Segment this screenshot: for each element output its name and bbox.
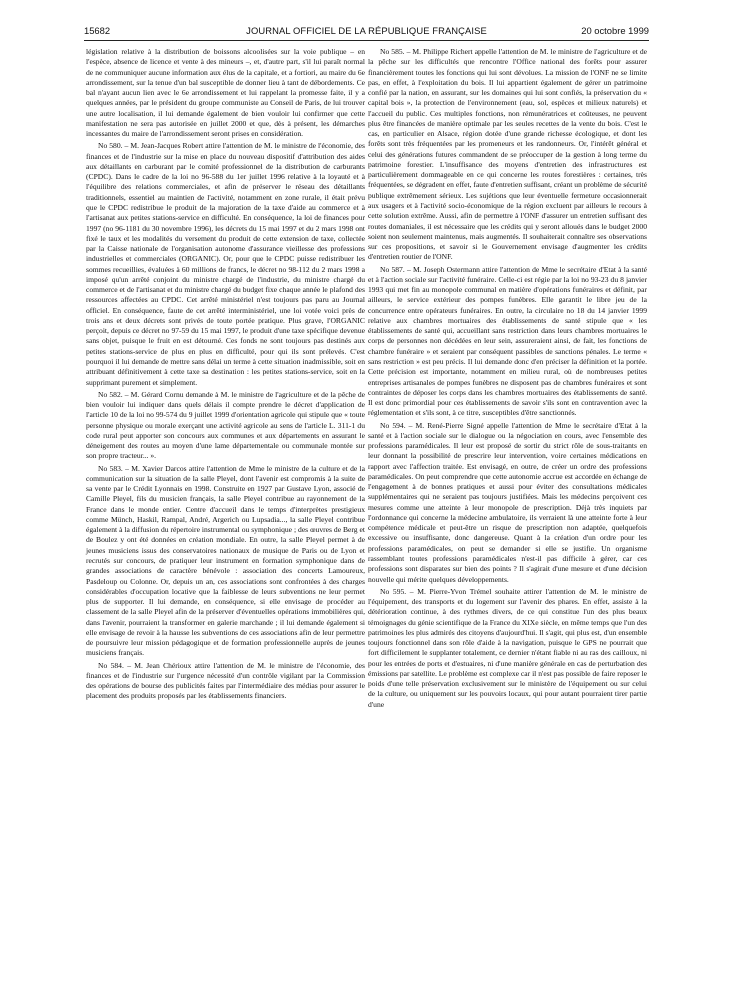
question-587: No 587. – M. Joseph Ostermann attire l'attention de Mme le secrétaire d'Etat à la santé et à l'action sociale sur l'activité funéraire. Celle-ci est régie par la loi no 93-23 du 8 janvier 1993 qui met fin au monopole communal en matière d'opérations funéraires et définit, par ailleurs, le service extérieur des pompes funèbres. Elle garantit le libre jeu de la concurrence entre opérateurs funéraires. En outre, la circulaire no 18 du 14 janvier 1999 relative aux chambres mortuaires des établissements de santé stipule que « les établissements de santé qui, accueillant sans restriction dans leurs chambres mortuaires le corps de personnes non décédées en leur sein, assureraient ainsi, de fait, les fonctions de chambre funéraire » et seraient par conséquent passibles de sanctions pénales. Le terme « sans restriction » est peu précis. Il lui demande donc d'en préciser la définition et la portée. Cette précision est importante, notamment en milieu rural, où de nombreuses petites entreprises artisanales de pompes funèbres ne disposent pas de chambres funéraires et sont contraintes de déposer les corps dans les chambres mortuaires des établissements de santé. Il est donc primordial pour ces établissements de savoir s'ils sont en contravention avec la réglementation et s'ils sont, à ce titre, susceptibles d'être sanctionnés.: [368, 264, 647, 418]
journal-title: JOURNAL OFFICIEL DE LA RÉPUBLIQUE FRANÇAISE: [246, 25, 487, 36]
question-584: No 584. – M. Jean Chérioux attire l'attention de M. le ministre de l'économie, des finances et de l'industrie sur l'urgence nécessité d'un contrôle vigilant par la Commission des opérations de bourse des publicités faites par l'intermédiaire des médias pour assurer le placement des produits proposés par les établissements financiers.: [86, 660, 365, 701]
question-594: No 594. – M. René-Pierre Signé appelle l'attention de Mme le secrétaire d'Etat à la santé et à l'action sociale sur le dialogue ou la négociation en cours, avec l'ensemble des professions paramédicales. Il leur est proposé de sortir du strict rôle de sous-traitants en leur donnant la possibilité de prescrire leur intervention, voire certaines médications en rapport avec l'affection traitée. Est envisagé, en outre, de créer un ordre des professions paramédicales. On peut comprendre que cette autonomie accrue est accordée en échange de l'engagement à de bonnes pratiques et aussi pour éviter des consultations médicales supplémentaires qui ne seraient pas toujours justifiées. Mais les médecins perçoivent ces mesures comme une atteinte à leur monopole de prescription. Déjà très inquiets par l'ordonnance qui concerne la médecine ambulatoire, ils verraient là une atteinte forte à leur compétence médicale et peut-être un risque de prescription non adaptée, quelquefois excessive ou insuffisante, donc dangereuse. Quant à la création d'un ordre pour les professions paramédicales, on peut se demander si elle se justifie. Un organisme rassemblant toutes professions paramédicales n'est-il pas difficile à gérer, car ces professions sont disparates sur bien des points ? Il s'agirait d'une mesure et d'une décision nouvelle qui mérite quelques développements.: [368, 420, 647, 584]
left-column: [86, 47, 365, 702]
right-column: [368, 47, 647, 710]
question-583: No 583. – M. Xavier Darcos attire l'attention de Mme le ministre de la culture et de la communication sur la situation de la salle Pleyel, dont l'avenir est compromis à la suite de sa vente par le Crédit Lyonnais en 1998. Construite en 1927 par Gustave Lyon, associé de Camille Pleyel, fils du musicien français, la salle Pleyel contribue au rayonnement de la France dans le monde entier. Centre d'accueil dans le temps d'interprètes prestigieux comme Münch, Haskil, Rampal, André, Argerich ou Lupsadia..., la salle Pleyel contribue également à la diffusion du répertoire instrumental ou symphonique ; des œuvres de Berg et de Boulez y ont été données en création mondiale. En outre, la salle Pleyel permet à de jeunes musiciens issus des conservatoires nationaux de musique de Paris ou de Lyon et recrutés sur concours, de pratiquer leur instrument en formation symphonique dans de grandes associations de caractère bénévole : association des concerts Lamoureux, Pasdeloup ou Colonne. Or, depuis un an, ces associations sont confrontées à des charges considérables d'occupation locative que la faiblesse de leurs subventions ne leur permet plus de supporter. Il lui demande, en conséquence, si elle envisage de procéder au classement de la salle Pleyel afin de la préserver d'éventuelles opérations immobilières qui, dans l'avenir, pourraient la transformer en galerie marchande ; il lui demande également si elle envisage de revoir à la hausse les subventions de ces associations afin de leur permettre de poursuivre leur mission pédagogique et de formation professionnelle auprès de jeunes musiciens français.: [86, 463, 365, 658]
question-595: No 595. – M. Pierre-Yvon Trémel souhaite attirer l'attention de M. le ministre de l'équipement, des transports et du logement sur l'avenir des phares. En effet, assiste à la détérioration continue, à des rythmes divers, de ce qui constitue l'un des plus beaux témoignages du génie scientifique de la France du XIXe siècle, en même temps que l'un des patrimoines les plus admirés des citoyens d'aujourd'hui. Il s'agit, qui plus est, d'un ensemble toujours fonctionnel dans son rôle d'aide à la navigation, puisque le GPS ne pourrait que fort difficilement le supplanter totalement, ce dernier n'étant fiable ni au ras des cailloux, ni pour les entrées de ports et d'estuaires, ni d'une manière générale en cas de perturbation des émissions par satellite. Le problème est complexe car il n'est pas possible de faire reposer le poids d'une telle préservation exclusivement sur le ministère de l'équipement ou sur celui de la culture, ou uniquement sur les pouvoirs locaux, qui pour autant pourraient tirer partie d'une: [368, 586, 647, 709]
page-header: [84, 25, 649, 39]
paragraph-continued: législation relative à la distribution de boissons alcoolisées sur la voie publique – en l'espèce, absence de licence et vente à des mineurs –, et, d'autre part, s'il lui paraît normal de ne communiquer aucune information aux élus de la capitale, et a fortiori, au maire du 6e arrondissement, sur la tenue d'un bal susceptible de donner lieu à tant de débordements. Ce bal n'ayant aucun lien avec le 6e arrondissement et lui rappelant la promesse faite, il y a quelques années, par le président du groupe communiste au Conseil de Paris, de lui trouver une autre localisation, il lui demande également de bien vouloir lui confirmer que cette manifestation ne sera pas autorisée en juillet 2000 et que, dès à présent, les démarches incessantes du maire de l'arrondissement seront prises en considération.: [86, 47, 365, 139]
header-rule: [84, 40, 649, 41]
question-582: No 582. – M. Gérard Cornu demande à M. le ministre de l'agriculture et de la pêche de bien vouloir lui indiquer dans quels délais il compte prendre le décret d'application de l'article 10 de la loi no 99-574 du 9 juillet 1999 d'orientation agricole qui stipule que « toute personne physique ou morale exerçant une activité agricole au sens de l'article L. 311-1 du code rural peut apporter son concours aux communes et aux départements en assurant le déneigement des routes au moyen d'une lame départementale ou communale montée sur son propre tracteur... ».: [86, 389, 365, 461]
question-585: No 585. – M. Philippe Richert appelle l'attention de M. le ministre de l'agriculture et de la pêche sur les difficultés que rencontre l'Office national des forêts pour assurer financièrement toutes les fonctions qui lui sont dévolues. La mission de l'ONF ne se limite pas, en effet, à l'exploitation du bois. Il lui appartient également de gérer un patrimoine confié par la nation, en assurant, sur les domaines qui lui sont confiés, la préservation du « capital bois », la protection de l'environnement (eau, sol, espèces et milieux naturels) et l'accueil du public. Ces multiples fonctions, non rémunératrices et coûteuses, ne peuvent plus être financées de manière optimale par les seules recettes de la vente du bois. C'est le cas, en particulier en Alsace, région dotée d'une grande richesse écologique, et dont les forêts sont très fréquentées par les promeneurs et les randonneurs. Or, l'intérêt général et celui des générations futures commandent de se préoccuper de la gestion à long terme du patrimoine forestier. L'insuffisance des moyens d'entretien des infrastructures est particulièrement dommageable en ce qui concerne les routes forestières : certaines, très fréquentées, se dégradent en effet, faute d'entretien suffisant, créant un problème de sécurité publique extrêmement sérieux. Les sujétions que leur éventuelle fermeture occasionnerait aux usagers et à l'activité socio-économique de la région excluent par ailleurs le recours à cette solution extrême. Aussi, afin de permettre à l'ONF d'assurer un entretien suffisant des routes domaniales, il est nécessaire que les crédits qui y seront alloués dans le budget 2000 soient non seulement maintenus, mais augmentés. Il souhaiterait connaître ses observations sur ces propositions, et savoir si le Gouvernement envisage d'augmenter les crédits d'entretien routier de l'ONF.: [368, 47, 647, 262]
issue-date: 20 octobre 1999: [581, 25, 649, 36]
page-number: 15682: [84, 25, 111, 36]
question-580: No 580. – M. Jean-Jacques Robert attire l'attention de M. le ministre de l'économie, des finances et de l'industrie sur la mise en place du nouveau dispositif d'attribution des aides aux détaillants en carburant par le comité professionnel de la distribution de carburants (CPDC). Dans le cadre de la loi no 96-588 du 1er juillet 1996 relative à la loyauté et à l'équilibre des relations commerciales, et afin de préserver le réseau des détaillants traditionnels, essentiel au maintien de l'activité, notamment en zone rurale, il était prévu que le CPDC redistribue le produit de la majoration de la taxe d'aide au commerce et à l'artisanat aux petites stations-service en difficulté. En conséquence, la loi de finances pour 1997 (no 96-1181 du 30 novembre 1996), les décrets du 15 mai 1997 et du 2 mars 1998 ont fixé le taux et les modalités du versement du produit de cette extension de taxe, collectée par la Caisse nationale de l'organisation autonome d'assurance vieillesse des professions industrielles et commerciales (ORGANIC). Or, pour que le CPDC puisse redistribuer les sommes recueillies, évaluées à 60 millions de francs, le décret no 98-112 du 2 mars 1998 a imposé qu'un arrêté conjoint du ministre chargé de l'industrie, du ministre chargé du commerce et de l'artisanat et du ministre chargé du budget fixe chaque année le plafond des ressources affectées au CPDC. Cet arrêté ministériel n'est toujours pas paru au Journal officiel. En conséquence, faute de cet arrêté interministériel, une loi votée voici près de trois ans et deux décrets sont privés de toute portée pratique. Plus grave, l'ORGANIC perçoit, depuis ce décret no 97-59 du 15 mai 1997, le produit d'une taxe spécifique devenue sans objet, puisque le fruit en est détourné. Ces fonds ne sont toujours pas destinés aux petites stations-service de plus en plus en difficulté, pour qui ils sont prélevés. C'est pourquoi il lui demande de mettre sans délai un terme à cette situation inadmissible, soit en attribuant définitivement à cette taxe sa destination : les petites stations-service, soit en la supprimant purement et simplement.: [86, 141, 365, 387]
